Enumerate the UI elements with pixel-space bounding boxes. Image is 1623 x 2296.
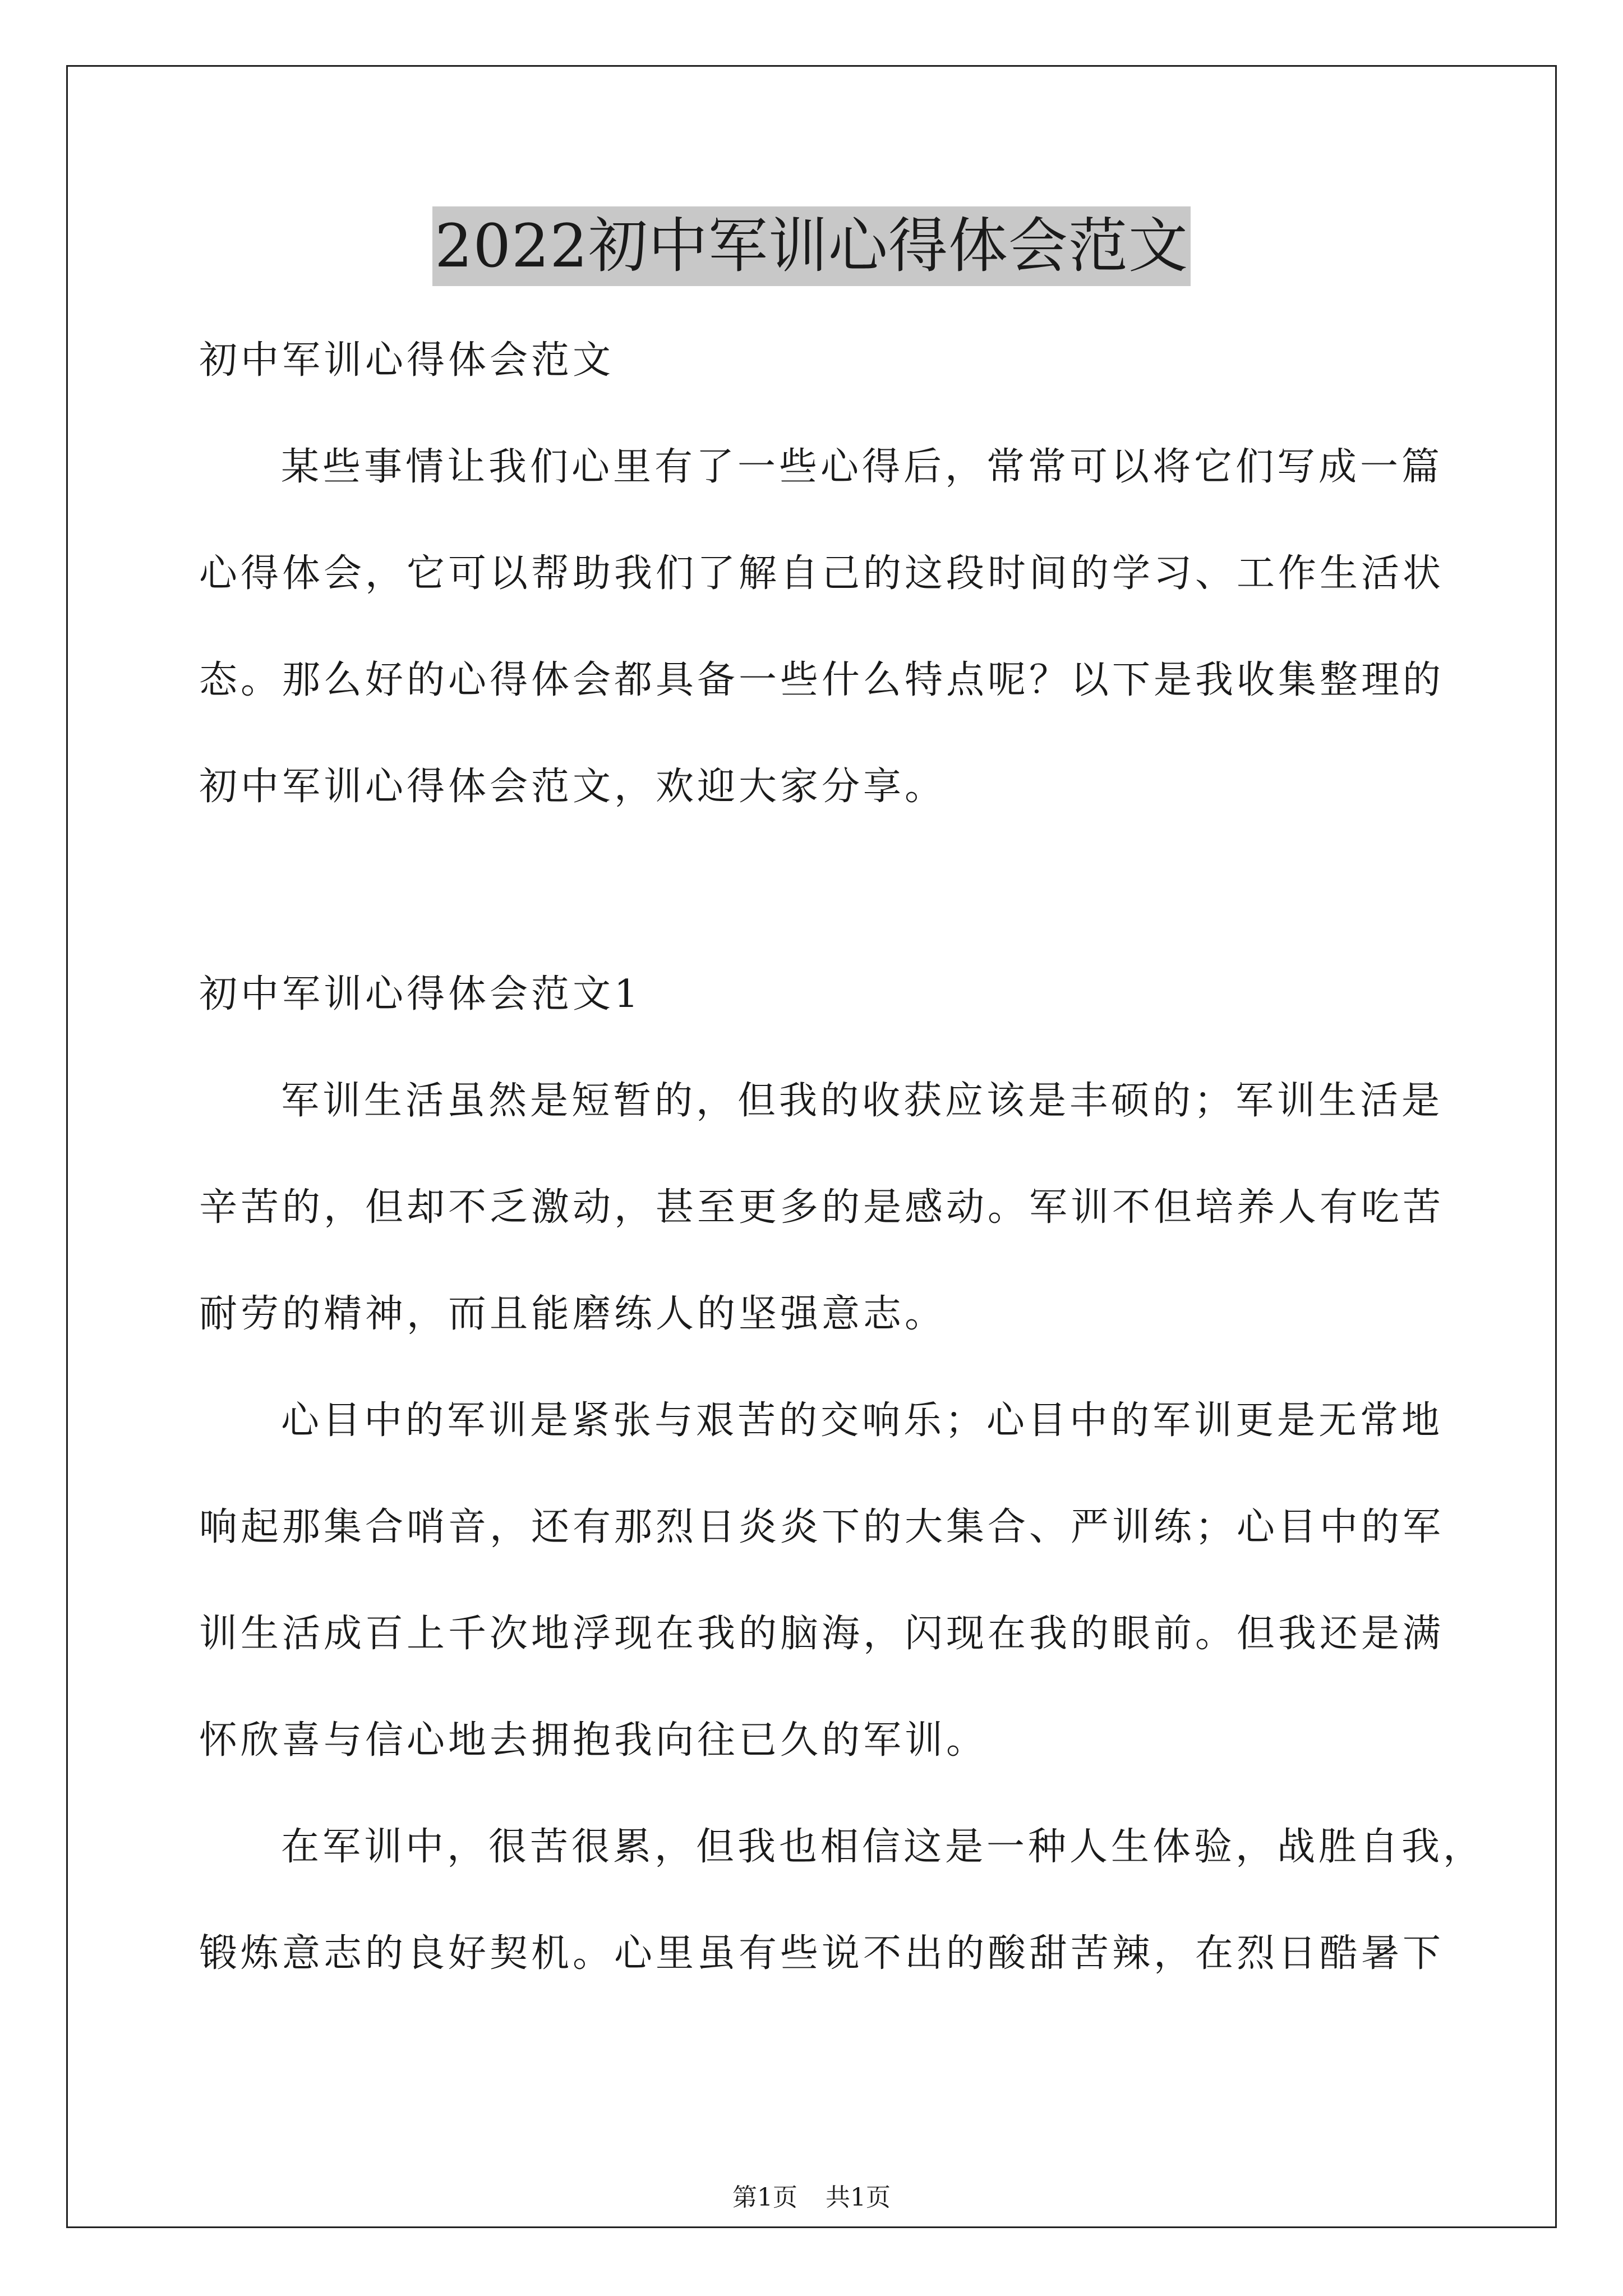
paragraph-line: 某些事情让我们心里有了一些心得后，常常可以将它们写成一篇 xyxy=(281,445,1444,489)
paragraph-line: 心目中的军训是紧张与艰苦的交响乐；心目中的军训更是无常地 xyxy=(281,1398,1444,1443)
paragraph-line: 心得体会，它可以帮助我们了解自己的这段时间的学习、工作生活状 xyxy=(199,551,1445,596)
section-heading-1: 初中军训心得体会范文1 xyxy=(199,972,642,1016)
paragraph-line: 态。那么好的心得体会都具备一些什么特点呢？以下是我收集整理的 xyxy=(199,658,1445,702)
paragraph-line: 军训生活虽然是短暂的，但我的收获应该是丰硕的；军训生活是 xyxy=(281,1079,1444,1123)
paragraph-line: 怀欣喜与信心地去拥抱我向往已久的军训。 xyxy=(199,1718,988,1763)
paragraph-line: 训生活成百上千次地浮现在我的脑海，闪现在我的眼前。但我还是满 xyxy=(199,1612,1445,1656)
paragraph-line: 初中军训心得体会范文，欢迎大家分享。 xyxy=(199,765,947,809)
paragraph-line: 锻炼意志的良好契机。心里虽有些说不出的酸甜苦辣，在烈日酷暑下 xyxy=(199,1931,1445,1976)
page-number: 第1页 xyxy=(732,2183,797,2212)
document-title: 2022初中军训心得体会范文 xyxy=(432,206,1191,286)
title-wrap xyxy=(0,206,1623,286)
section-spacer xyxy=(199,840,1433,941)
section-heading-intro: 初中军训心得体会范文 xyxy=(199,338,615,383)
paragraph-line: 在军训中，很苦很累，但我也相信这是一种人生体验，战胜自我， xyxy=(281,1825,1485,1869)
page-footer xyxy=(0,2181,1623,2215)
paragraph-line: 耐劳的精神，而且能磨练人的坚强意志。 xyxy=(199,1292,947,1336)
page-total: 共1页 xyxy=(826,2183,891,2212)
paragraph-line: 辛苦的，但却不乏激动，甚至更多的是感动。军训不但培养人有吃苦 xyxy=(199,1185,1445,1230)
document-body xyxy=(199,307,1485,2007)
paragraph-line: 响起那集合哨音，还有那烈日炎炎下的大集合、严训练；心目中的军 xyxy=(199,1505,1445,1549)
